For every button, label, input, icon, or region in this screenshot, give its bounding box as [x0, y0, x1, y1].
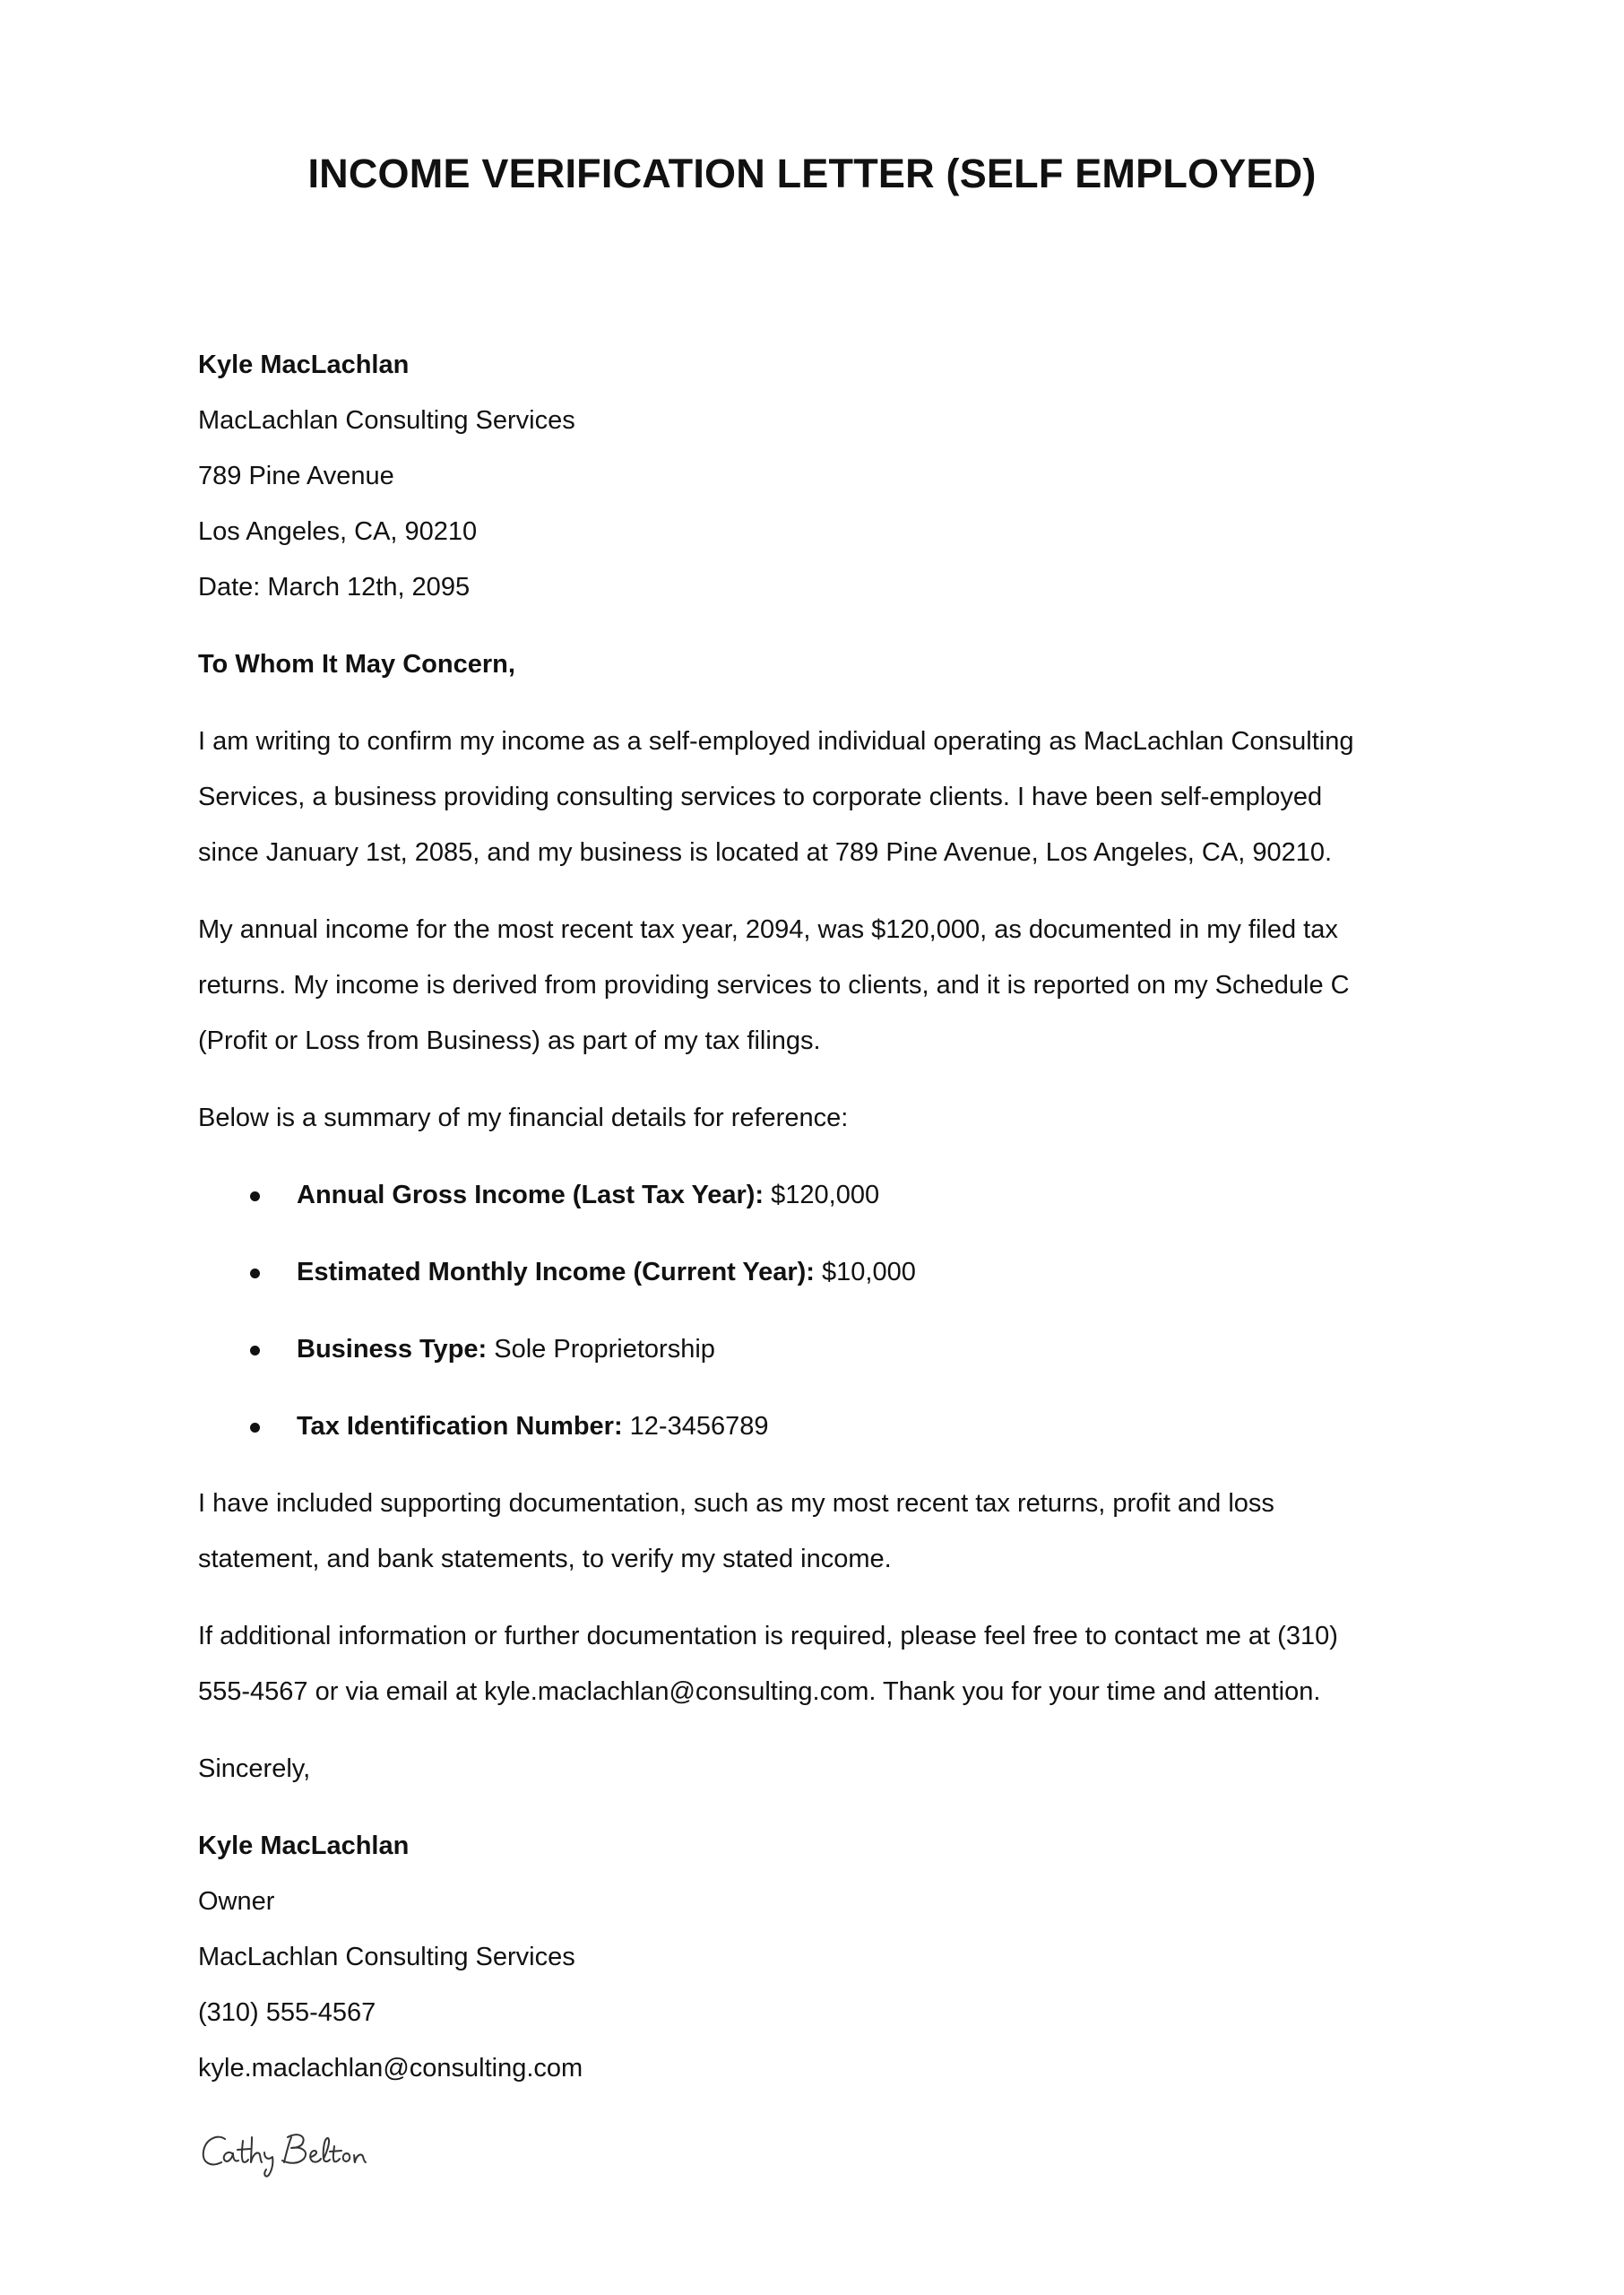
- signoff-company: MacLachlan Consulting Services: [198, 1943, 575, 1971]
- sender-block: [198, 337, 1453, 615]
- salutation: To Whom It May Concern,: [198, 650, 515, 679]
- paragraph-contact: [198, 1608, 1453, 1719]
- paragraph-intro: [198, 714, 1453, 880]
- detail-label: Business Type:: [297, 1335, 488, 1364]
- detail-value: $10,000: [814, 1258, 916, 1286]
- signoff-name: Kyle MacLachlan: [198, 1832, 410, 1860]
- bullet-icon: [250, 1346, 260, 1355]
- handwritten-signature: [198, 2119, 377, 2182]
- list-item: [198, 1244, 1453, 1300]
- closing: Sincerely,: [198, 1754, 311, 1783]
- sender-city: Los Angeles, CA, 90210: [198, 517, 478, 546]
- paragraph-line: returns. My income is derived from providing services to clients, and it is reported on my Schedule C: [198, 971, 1350, 1000]
- paragraph-income: [198, 902, 1453, 1069]
- detail-value: $120,000: [764, 1181, 880, 1209]
- paragraph-line: since January 1st, 2085, and my business is located at 789 Pine Avenue, Los Angeles, CA, 90210.: [198, 838, 1333, 867]
- paragraph-line: I have included supporting documentation, such as my most recent tax returns, profit and loss: [198, 1489, 1274, 1518]
- sender-company: MacLachlan Consulting Services: [198, 406, 575, 435]
- sender-name: Kyle MacLachlan: [198, 351, 410, 379]
- document-title: INCOME VERIFICATION LETTER (SELF EMPLOYED): [307, 151, 1317, 196]
- paragraph-line: 555-4567 or via email at kyle.maclachlan@consulting.com. Thank you for your time and attention.: [198, 1677, 1321, 1706]
- list-item: [198, 1399, 1453, 1454]
- paragraph-line: statement, and bank statements, to verify my stated income.: [198, 1545, 892, 1573]
- signoff-role: Owner: [198, 1887, 275, 1916]
- detail-value: 12-3456789: [622, 1412, 769, 1441]
- detail-label: Estimated Monthly Income (Current Year):: [297, 1258, 815, 1286]
- letter-date: Date: March 12th, 2095: [198, 573, 471, 602]
- signoff-phone: (310) 555-4567: [198, 1998, 376, 2027]
- paragraph-documentation: [198, 1476, 1453, 1587]
- financial-details-list: [198, 1167, 1453, 1454]
- paragraph-line: Services, a business providing consulting services to corporate clients. I have been self-employed: [198, 783, 1323, 811]
- bullet-icon: [250, 1269, 260, 1278]
- sender-street: 789 Pine Avenue: [198, 462, 394, 490]
- paragraph-line: My annual income for the most recent tax year, 2094, was $120,000, as documented in my filed tax: [198, 915, 1338, 944]
- paragraph-line: I am writing to confirm my income as a self-employed individual operating as MacLachlan Consulting: [198, 727, 1354, 756]
- signoff-block: [198, 1818, 1453, 2096]
- signoff-email: kyle.maclachlan@consulting.com: [198, 2054, 583, 2083]
- paragraph-line: (Profit or Loss from Business) as part of my tax filings.: [198, 1026, 821, 1055]
- summary-intro: Below is a summary of my financial details for reference:: [198, 1104, 849, 1132]
- detail-label: Annual Gross Income (Last Tax Year):: [297, 1181, 764, 1209]
- letter-body: [198, 337, 1453, 2096]
- paragraph-line: If additional information or further documentation is required, please feel free to contact me at (310): [198, 1622, 1338, 1650]
- bullet-icon: [250, 1191, 260, 1201]
- detail-value: Sole Proprietorship: [487, 1335, 715, 1364]
- list-item: [198, 1167, 1453, 1223]
- detail-label: Tax Identification Number:: [297, 1412, 623, 1441]
- list-item: [198, 1321, 1453, 1377]
- bullet-icon: [250, 1423, 260, 1433]
